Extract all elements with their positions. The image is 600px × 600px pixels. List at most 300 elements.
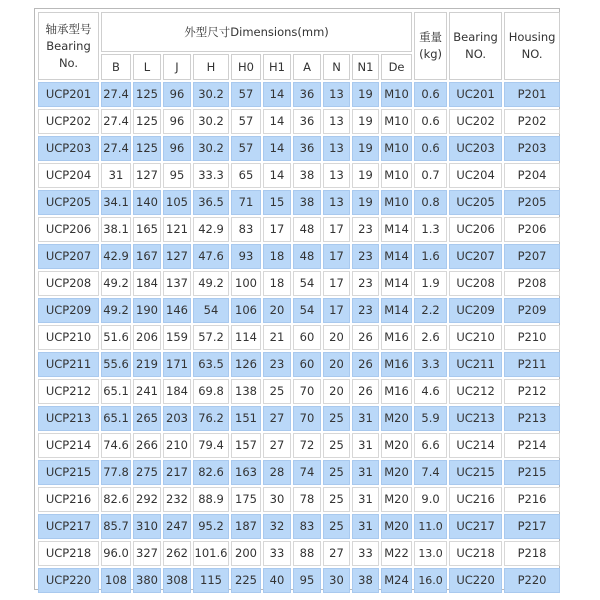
cell-h: 69.8 [193, 379, 229, 404]
cell-h: 47.6 [193, 244, 229, 269]
header-dim-a: A [293, 54, 321, 80]
table-row [38, 460, 560, 485]
cell-bearing-no: UC201 [449, 82, 502, 107]
cell-weight: 16.0 [414, 568, 447, 593]
cell-de: M10 [381, 136, 412, 161]
cell-l: 219 [133, 352, 161, 377]
cell-h: 54 [193, 298, 229, 323]
cell-l: 165 [133, 217, 161, 242]
cell-h1: 15 [263, 190, 291, 215]
cell-bearing-no: UC207 [449, 244, 502, 269]
cell-a: 74 [293, 460, 321, 485]
table-header [38, 12, 560, 80]
cell-weight: 0.6 [414, 136, 447, 161]
cell-h: 33.3 [193, 163, 229, 188]
cell-l: 140 [133, 190, 161, 215]
cell-b: 77.8 [101, 460, 131, 485]
cell-h1: 14 [263, 82, 291, 107]
header-model-line-2: Bearing [46, 38, 91, 53]
cell-de: M20 [381, 433, 412, 458]
cell-a: 72 [293, 433, 321, 458]
cell-h1: 40 [263, 568, 291, 593]
header-weight-line-1: 重量 [419, 30, 443, 44]
cell-n1: 31 [352, 433, 379, 458]
cell-j: 217 [163, 460, 191, 485]
cell-bearing-no: UC218 [449, 541, 502, 566]
table-row [38, 487, 560, 512]
cell-model: UCP203 [38, 136, 99, 161]
header-dim-l: L [133, 54, 161, 80]
header-dim-h: H [193, 54, 229, 80]
cell-housing-no: P211 [504, 352, 560, 377]
cell-de: M10 [381, 190, 412, 215]
cell-h1: 27 [263, 406, 291, 431]
cell-a: 48 [293, 217, 321, 242]
table-row [38, 82, 560, 107]
cell-b: 27.4 [101, 136, 131, 161]
cell-n1: 19 [352, 190, 379, 215]
cell-n: 25 [323, 406, 350, 431]
cell-weight: 0.8 [414, 190, 447, 215]
header-weight [414, 12, 447, 80]
cell-h0: 71 [231, 190, 261, 215]
cell-b: 65.1 [101, 379, 131, 404]
cell-weight: 2.6 [414, 325, 447, 350]
cell-n: 25 [323, 433, 350, 458]
cell-a: 70 [293, 406, 321, 431]
cell-j: 210 [163, 433, 191, 458]
cell-j: 184 [163, 379, 191, 404]
table-row [38, 433, 560, 458]
header-dim-h1: H1 [263, 54, 291, 80]
cell-de: M20 [381, 406, 412, 431]
cell-bearing-no: UC216 [449, 487, 502, 512]
cell-weight: 3.3 [414, 352, 447, 377]
header-housing [504, 12, 560, 80]
cell-n1: 31 [352, 406, 379, 431]
cell-model: UCP212 [38, 379, 99, 404]
cell-b: 65.1 [101, 406, 131, 431]
cell-de: M20 [381, 460, 412, 485]
cell-b: 27.4 [101, 109, 131, 134]
cell-n1: 23 [352, 217, 379, 242]
cell-n1: 23 [352, 298, 379, 323]
cell-weight: 0.6 [414, 109, 447, 134]
cell-h0: 83 [231, 217, 261, 242]
cell-b: 51.6 [101, 325, 131, 350]
cell-l: 292 [133, 487, 161, 512]
header-dimensions: 外型尺寸Dimensions(mm) [101, 12, 412, 52]
table-row [38, 514, 560, 539]
cell-h1: 21 [263, 325, 291, 350]
cell-bearing-no: UC202 [449, 109, 502, 134]
cell-l: 310 [133, 514, 161, 539]
cell-h: 63.5 [193, 352, 229, 377]
cell-de: M14 [381, 217, 412, 242]
cell-h: 76.2 [193, 406, 229, 431]
header-dim-n1: N1 [352, 54, 379, 80]
cell-bearing-no: UC205 [449, 190, 502, 215]
cell-model: UCP213 [38, 406, 99, 431]
cell-h: 49.2 [193, 271, 229, 296]
header-dim-b: B [101, 54, 131, 80]
cell-h: 30.2 [193, 109, 229, 134]
cell-h1: 14 [263, 163, 291, 188]
cell-l: 125 [133, 109, 161, 134]
cell-n: 13 [323, 82, 350, 107]
header-dim-de: De [381, 54, 412, 80]
cell-n1: 19 [352, 82, 379, 107]
cell-model: UCP215 [38, 460, 99, 485]
cell-l: 125 [133, 136, 161, 161]
cell-n1: 31 [352, 460, 379, 485]
cell-h1: 20 [263, 298, 291, 323]
cell-a: 78 [293, 487, 321, 512]
cell-j: 96 [163, 82, 191, 107]
cell-l: 206 [133, 325, 161, 350]
cell-n: 25 [323, 487, 350, 512]
cell-h0: 106 [231, 298, 261, 323]
cell-model: UCP201 [38, 82, 99, 107]
cell-model: UCP207 [38, 244, 99, 269]
cell-a: 83 [293, 514, 321, 539]
cell-h1: 14 [263, 136, 291, 161]
cell-l: 266 [133, 433, 161, 458]
cell-de: M10 [381, 109, 412, 134]
cell-de: M10 [381, 82, 412, 107]
table-row [38, 217, 560, 242]
cell-housing-no: P210 [504, 325, 560, 350]
cell-housing-no: P205 [504, 190, 560, 215]
cell-model: UCP206 [38, 217, 99, 242]
cell-de: M24 [381, 568, 412, 593]
cell-n1: 19 [352, 136, 379, 161]
cell-h0: 57 [231, 109, 261, 134]
cell-bearing-no: UC204 [449, 163, 502, 188]
cell-b: 27.4 [101, 82, 131, 107]
cell-h0: 100 [231, 271, 261, 296]
cell-model: UCP208 [38, 271, 99, 296]
cell-housing-no: P213 [504, 406, 560, 431]
cell-housing-no: P215 [504, 460, 560, 485]
cell-h: 57.2 [193, 325, 229, 350]
cell-j: 146 [163, 298, 191, 323]
cell-h1: 25 [263, 379, 291, 404]
header-dim-j: J [163, 54, 191, 80]
cell-h: 88.9 [193, 487, 229, 512]
cell-l: 241 [133, 379, 161, 404]
cell-a: 36 [293, 136, 321, 161]
cell-n: 20 [323, 352, 350, 377]
cell-n: 25 [323, 514, 350, 539]
cell-h: 82.6 [193, 460, 229, 485]
cell-h1: 28 [263, 460, 291, 485]
header-bearing-line-1: Bearing [453, 30, 498, 44]
header-housing-line-1: Housing [508, 30, 556, 44]
cell-n: 13 [323, 163, 350, 188]
cell-housing-no: P216 [504, 487, 560, 512]
cell-housing-no: P220 [504, 568, 560, 593]
cell-h: 36.5 [193, 190, 229, 215]
cell-weight: 4.6 [414, 379, 447, 404]
cell-weight: 0.6 [414, 82, 447, 107]
cell-b: 55.6 [101, 352, 131, 377]
cell-weight: 13.0 [414, 541, 447, 566]
cell-housing-no: P214 [504, 433, 560, 458]
cell-n: 13 [323, 109, 350, 134]
table-row [38, 109, 560, 134]
table-row [38, 379, 560, 404]
cell-n1: 26 [352, 352, 379, 377]
cell-de: M22 [381, 541, 412, 566]
cell-bearing-no: UC206 [449, 217, 502, 242]
cell-n: 27 [323, 541, 350, 566]
cell-h1: 17 [263, 217, 291, 242]
cell-a: 38 [293, 190, 321, 215]
cell-h: 30.2 [193, 82, 229, 107]
cell-de: M14 [381, 271, 412, 296]
cell-a: 60 [293, 352, 321, 377]
cell-a: 54 [293, 298, 321, 323]
cell-h: 79.4 [193, 433, 229, 458]
table-row [38, 568, 560, 593]
cell-n1: 19 [352, 163, 379, 188]
cell-a: 88 [293, 541, 321, 566]
cell-n1: 23 [352, 271, 379, 296]
header-dim-n: N [323, 54, 350, 80]
header-dim-h0: H0 [231, 54, 261, 80]
cell-j: 137 [163, 271, 191, 296]
cell-b: 31 [101, 163, 131, 188]
cell-j: 232 [163, 487, 191, 512]
table-row [38, 271, 560, 296]
cell-weight: 7.4 [414, 460, 447, 485]
cell-housing-no: P208 [504, 271, 560, 296]
cell-b: 74.6 [101, 433, 131, 458]
cell-b: 96.0 [101, 541, 131, 566]
cell-l: 265 [133, 406, 161, 431]
cell-n1: 31 [352, 514, 379, 539]
cell-j: 262 [163, 541, 191, 566]
cell-n: 25 [323, 460, 350, 485]
cell-n: 17 [323, 217, 350, 242]
cell-h: 101.6 [193, 541, 229, 566]
header-weight-line-2: (kg) [419, 47, 443, 61]
cell-h0: 114 [231, 325, 261, 350]
cell-b: 85.7 [101, 514, 131, 539]
cell-l: 127 [133, 163, 161, 188]
cell-model: UCP218 [38, 541, 99, 566]
cell-weight: 11.0 [414, 514, 447, 539]
cell-model: UCP214 [38, 433, 99, 458]
header-bearing-line-2: NO. [465, 47, 486, 61]
cell-bearing-no: UC209 [449, 298, 502, 323]
cell-housing-no: P217 [504, 514, 560, 539]
cell-h0: 175 [231, 487, 261, 512]
cell-housing-no: P201 [504, 82, 560, 107]
header-bearing [449, 12, 502, 80]
cell-a: 60 [293, 325, 321, 350]
cell-model: UCP204 [38, 163, 99, 188]
cell-h0: 187 [231, 514, 261, 539]
header-model [38, 12, 99, 80]
cell-a: 70 [293, 379, 321, 404]
cell-housing-no: P207 [504, 244, 560, 269]
cell-a: 95 [293, 568, 321, 593]
cell-a: 48 [293, 244, 321, 269]
cell-n: 20 [323, 379, 350, 404]
table-row [38, 190, 560, 215]
cell-weight: 6.6 [414, 433, 447, 458]
cell-model: UCP209 [38, 298, 99, 323]
bearing-dimensions-table [36, 10, 562, 595]
cell-h0: 157 [231, 433, 261, 458]
cell-j: 105 [163, 190, 191, 215]
cell-housing-no: P206 [504, 217, 560, 242]
cell-de: M16 [381, 352, 412, 377]
cell-bearing-no: UC211 [449, 352, 502, 377]
cell-model: UCP202 [38, 109, 99, 134]
cell-h1: 23 [263, 352, 291, 377]
cell-j: 121 [163, 217, 191, 242]
table-row [38, 325, 560, 350]
cell-j: 159 [163, 325, 191, 350]
cell-de: M16 [381, 379, 412, 404]
table-row [38, 163, 560, 188]
cell-weight: 5.9 [414, 406, 447, 431]
cell-h0: 163 [231, 460, 261, 485]
cell-j: 96 [163, 136, 191, 161]
cell-h0: 200 [231, 541, 261, 566]
cell-n: 13 [323, 136, 350, 161]
cell-model: UCP216 [38, 487, 99, 512]
cell-b: 108 [101, 568, 131, 593]
cell-h0: 126 [231, 352, 261, 377]
table-row [38, 244, 560, 269]
cell-model: UCP220 [38, 568, 99, 593]
cell-l: 327 [133, 541, 161, 566]
cell-h: 115 [193, 568, 229, 593]
cell-b: 38.1 [101, 217, 131, 242]
cell-h: 95.2 [193, 514, 229, 539]
cell-weight: 2.2 [414, 298, 447, 323]
cell-j: 203 [163, 406, 191, 431]
cell-a: 54 [293, 271, 321, 296]
cell-h1: 18 [263, 271, 291, 296]
cell-n1: 23 [352, 244, 379, 269]
cell-n1: 26 [352, 379, 379, 404]
cell-b: 49.2 [101, 271, 131, 296]
cell-h1: 18 [263, 244, 291, 269]
cell-b: 82.6 [101, 487, 131, 512]
cell-l: 184 [133, 271, 161, 296]
cell-h: 42.9 [193, 217, 229, 242]
cell-n: 17 [323, 271, 350, 296]
cell-bearing-no: UC213 [449, 406, 502, 431]
cell-de: M16 [381, 325, 412, 350]
table-row [38, 541, 560, 566]
cell-l: 275 [133, 460, 161, 485]
cell-bearing-no: UC208 [449, 271, 502, 296]
cell-j: 127 [163, 244, 191, 269]
cell-h0: 151 [231, 406, 261, 431]
cell-h0: 57 [231, 136, 261, 161]
cell-bearing-no: UC210 [449, 325, 502, 350]
table-body [38, 82, 560, 593]
cell-h1: 14 [263, 109, 291, 134]
cell-b: 49.2 [101, 298, 131, 323]
cell-housing-no: P218 [504, 541, 560, 566]
cell-model: UCP205 [38, 190, 99, 215]
cell-a: 36 [293, 82, 321, 107]
cell-de: M10 [381, 163, 412, 188]
table-row [38, 352, 560, 377]
cell-j: 171 [163, 352, 191, 377]
cell-n1: 33 [352, 541, 379, 566]
cell-a: 38 [293, 163, 321, 188]
cell-l: 167 [133, 244, 161, 269]
cell-weight: 1.6 [414, 244, 447, 269]
cell-de: M14 [381, 244, 412, 269]
cell-n1: 26 [352, 325, 379, 350]
cell-housing-no: P212 [504, 379, 560, 404]
cell-n: 20 [323, 325, 350, 350]
cell-weight: 9.0 [414, 487, 447, 512]
cell-bearing-no: UC212 [449, 379, 502, 404]
table-row [38, 406, 560, 431]
cell-n: 30 [323, 568, 350, 593]
cell-b: 34.1 [101, 190, 131, 215]
cell-n: 13 [323, 190, 350, 215]
cell-model: UCP217 [38, 514, 99, 539]
table-row [38, 298, 560, 323]
cell-housing-no: P203 [504, 136, 560, 161]
cell-de: M20 [381, 487, 412, 512]
cell-h1: 32 [263, 514, 291, 539]
cell-l: 125 [133, 82, 161, 107]
cell-housing-no: P204 [504, 163, 560, 188]
cell-h0: 93 [231, 244, 261, 269]
cell-h1: 30 [263, 487, 291, 512]
header-housing-line-2: NO. [521, 47, 543, 61]
cell-h0: 138 [231, 379, 261, 404]
cell-j: 247 [163, 514, 191, 539]
cell-l: 190 [133, 298, 161, 323]
cell-n1: 31 [352, 487, 379, 512]
cell-bearing-no: UC217 [449, 514, 502, 539]
cell-bearing-no: UC215 [449, 460, 502, 485]
cell-weight: 1.9 [414, 271, 447, 296]
cell-h0: 65 [231, 163, 261, 188]
cell-de: M20 [381, 514, 412, 539]
cell-h1: 33 [263, 541, 291, 566]
cell-h1: 27 [263, 433, 291, 458]
cell-l: 380 [133, 568, 161, 593]
cell-model: UCP210 [38, 325, 99, 350]
cell-housing-no: P209 [504, 298, 560, 323]
cell-b: 42.9 [101, 244, 131, 269]
cell-weight: 1.3 [414, 217, 447, 242]
cell-n1: 38 [352, 568, 379, 593]
cell-housing-no: P202 [504, 109, 560, 134]
cell-j: 96 [163, 109, 191, 134]
cell-bearing-no: UC203 [449, 136, 502, 161]
cell-weight: 0.7 [414, 163, 447, 188]
header-model-line-1: 轴承型号 [45, 21, 92, 36]
header-model-line-3: No. [58, 55, 79, 70]
cell-model: UCP211 [38, 352, 99, 377]
cell-h0: 57 [231, 82, 261, 107]
